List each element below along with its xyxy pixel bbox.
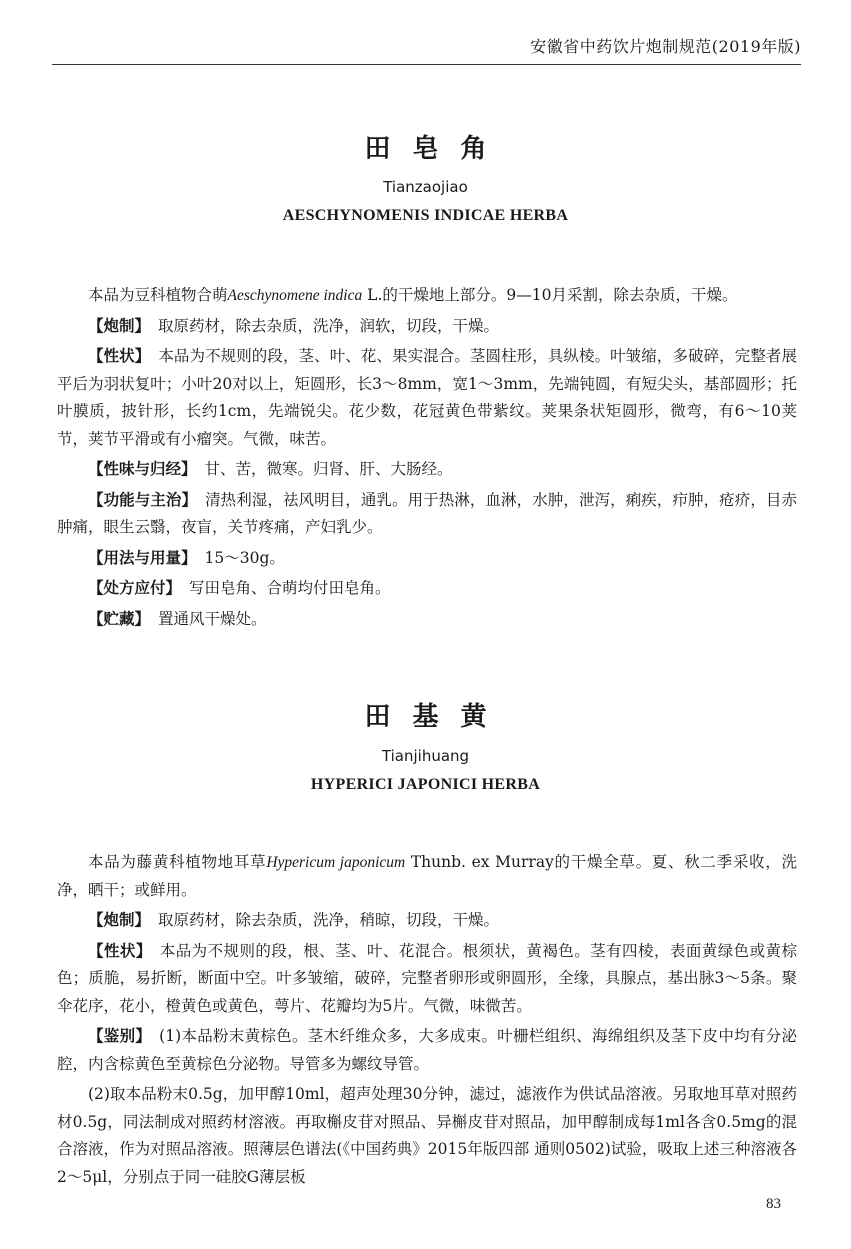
section-identification: 【鉴别】 (1)本品粉末黄棕色。茎木纤维众多，大多成束。叶栅栏组织、海绵组织及茎下皮中均有分泌腔，内含棕黄色至黄棕色分泌物。导管多为螺纹导管。 — [57, 1027, 797, 1073]
entry-intro: 本品为藤黄科植物地耳草Hypericum japonicum Thunb. ex Murray的干燥全草。夏、秋二季采收，洗净，晒干；或鲜用。 — [57, 853, 797, 899]
section-character: 【性状】 本品为不规则的段，茎、叶、花、果实混合。茎圆柱形，具纵棱。叶皱缩，多破碎，完整者展平后为羽状复叶；小叶20对以上，矩圆形，长3～8mm，宽1～3mm，先端钝圆，有短尖头，基部圆形；托叶膜质，披针形，长约1cm，先端锐尖。花少数，花冠黄色带紫纹。荚果条状矩圆形，微弯，有6～10荚节，荚节平滑或有小瘤突。气微，味苦。 — [57, 347, 797, 448]
section-dosage: 【用法与用量】 15～30g。 — [88, 548, 285, 567]
entry1-body — [57, 282, 797, 636]
section-label: 【用法与用量】 — [88, 548, 197, 567]
entry-pinyin: Tianjihuang — [381, 747, 470, 765]
section-label: 【贮藏】 — [88, 609, 151, 628]
section-identification-tlc: (2)取本品粉末0.5g，加甲醇10ml，超声处理30分钟，滤过，滤液作为供试品溶液。另取地耳草对照药材0.5g，同法制成对照药材溶液。再取槲皮苷对照品、异槲皮苷对照品，加甲醇制成每1ml各含0.5mg的混合溶液，作为对照品溶液。照薄层色谱法(《中国药典》2015年版四部 通则0502)试验，吸取上述三种溶液各2～5μl，分别点于同一硅胶G薄层板 — [57, 1085, 797, 1186]
section-label: 【处方应付】 — [88, 579, 182, 597]
entry2-body — [57, 849, 797, 1194]
section-nature: 【性味与归经】 甘、苦，微寒。归肾、肝、大肠经。 — [88, 460, 453, 478]
section-label: 【炮制】 — [88, 316, 151, 335]
section-label: 【鉴别】 — [88, 1027, 152, 1045]
section-label: 【炮制】 — [88, 911, 151, 929]
section-label: 【性状】 — [88, 347, 151, 365]
species-name: Aeschynomene indica — [227, 287, 363, 304]
entry-title: 田基黄 — [364, 702, 509, 732]
section-label: 【性状】 — [88, 941, 152, 960]
entry-latin-name: AESCHYNOMENIS INDICAE HERBA — [282, 207, 569, 224]
species-name: Hypericum japonicum — [266, 854, 406, 871]
running-header: 安徽省中药饮片炮制规范(2019年版) — [530, 37, 801, 56]
section-label: 【功能与主治】 — [88, 490, 198, 509]
section-processing: 【炮制】 取原药材，除去杂质，洗净，润软，切段，干燥。 — [88, 316, 500, 335]
entry-intro: 本品为豆科植物合萌Aeschynomene indica L.的干燥地上部分。9—10月采割，除去杂质，干燥。 — [88, 286, 738, 304]
page-number: 83 — [766, 1196, 781, 1212]
section-processing: 【炮制】 取原药材，除去杂质，洗净，稍晾，切段，干燥。 — [88, 911, 500, 929]
section-function: 【功能与主治】 清热利湿，祛风明目，通乳。用于热淋，血淋，水肿，泄泻，痢疾，疖肿，疮疥，目赤肿痛，眼生云翳，夜盲，关节疼痛，产妇乳少。 — [57, 490, 797, 536]
section-prescription: 【处方应付】 写田皂角、合萌均付田皂角。 — [88, 579, 391, 597]
entry-latin-name: HYPERICI JAPONICI HERBA — [310, 776, 541, 793]
header-rule — [52, 64, 801, 65]
entry-pinyin: Tianzaojiao — [383, 178, 468, 196]
section-character: 【性状】 本品为不规则的段，根、茎、叶、花混合。根须状，黄褐色。茎有四棱，表面黄绿色或黄棕色；质脆，易折断，断面中空。叶多皱缩，破碎，完整者卵形或卵圆形，全缘，具腺点，基出脉3～5条。聚伞花序，花小，橙黄色或黄色，萼片、花瓣均为5片。气微，味微苦。 — [57, 941, 797, 1015]
section-label: 【性味与归经】 — [88, 460, 197, 478]
entry-title: 田皂角 — [364, 134, 509, 164]
section-storage: 【贮藏】 置通风干燥处。 — [88, 609, 267, 628]
